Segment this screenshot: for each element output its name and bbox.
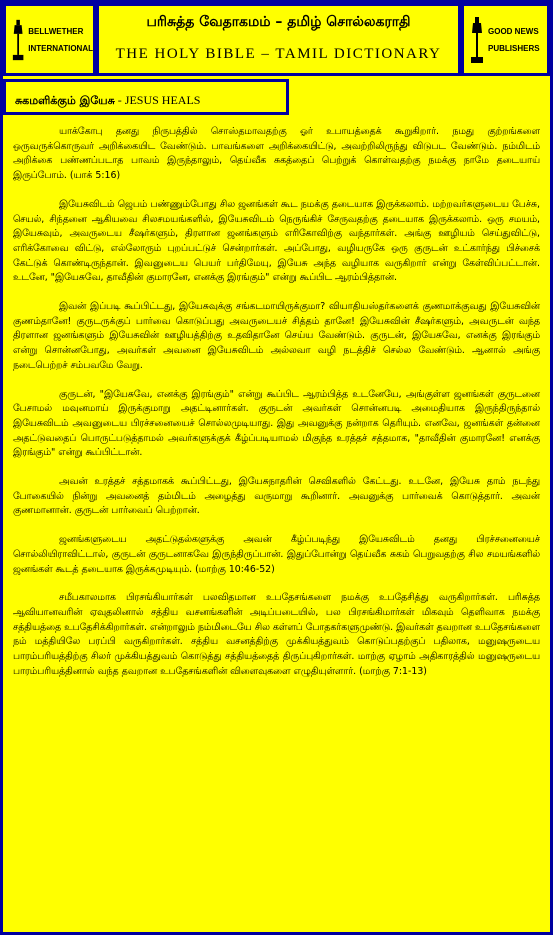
page-title-tamil: பரிசுத்த வேதாகமம் – தமிழ் சொல்லகராதி [146, 14, 411, 30]
publisher-logo-left [3, 3, 96, 76]
title-box [96, 3, 461, 76]
section-title-separator: - [114, 93, 125, 107]
header [3, 3, 550, 76]
good-news-logo-icon [470, 17, 484, 63]
publisher-right-line2: PUBLISHERS [488, 43, 540, 53]
paragraph: ஜனங்களுடைய அதட்டுதல்களுக்கு அவன் கீழ்ப்படிந்து இயேசுவிடம் தனது பிரச்சனையைச் சொல்லியிராவிட்டால், குருடன் குருடனாகவே இருந்திருப்பான். இதுப்போன்று தெய்வீக சுகம் பெறுவதற்கு சில சமயங்களில் ஜனங்கள் கூடத் தடையாக இருக்கமுடியும். (மாற்கு 10:46-52) [13, 534, 540, 575]
paragraph: குருடன், "இயேசுவே, எனக்கு இரங்கும்" என்று கூப்பிட ஆரம்பித்த உடனேயே, அங்குள்ள ஜனங்கள் குருடனை பேசாமல் மவுனமாய் இருக்குமாறு அதட்டினார்கள். குருடன் அவர்கள் சொன்னபடி அமைதியாக இருந்திருந்தால் இயேசுவிடம் அவனுடைய பிரச்சனையைச் சொல்லமுடியாது. இது அவனுக்கு நன்றாக தெரியும். எனவே, ஜனங்கள் தன்னை அதட்டுவதைப் பொருட்படுத்தாமல் அவர்களுக்குக் கீழ்ப்படியாமல் மிகுந்த உரத்தச் சத்தமாக, "தாவீதின் குமாரனே! எனக்கு இரங்கும்" என்று கூப்பிட்டான். [13, 388, 540, 459]
section-title-english: JESUS HEALS [124, 93, 201, 107]
page-title-english: THE HOLY BIBLE – TAMIL DICTIONARY [115, 46, 442, 62]
publisher-left-line1: BELLWETHER [28, 26, 84, 36]
paragraph: இவன் இப்படி கூப்பிட்டது, இயேசுவுக்கு சங்கடமாயிருக்குமா? வியாதியஸ்தர்களைக் குணமாக்குவது இயேசுவின் குணம்தானே! குருடருக்குப் பார்வை கொடுப்பது அவருடையச் சித்தம் தானே! இயேசுவின் சீஷர்களும், அவருடன் வந்த திரளான ஜனங்களும் இயேசுவின் ஊழியத்திற்கு உதவிதானே செய்ய வேண்டும். குருடன், இயேசுவே, எனக்கு இரங்கும் என்று சொன்னபோது, அவர்கள் அவனை இயேசுவிடம் அல்லவா வழி நடத்திச் செல்ல வேண்டும். ஆனால் அங்கு நடைபெற்றச் சம்பவமே வேறு. [13, 301, 540, 371]
section-title-tamil: சுகமளிக்கும் இயேசு [15, 94, 115, 107]
section-heading [3, 79, 289, 115]
bellwether-logo-icon [12, 17, 24, 63]
page-inner [3, 3, 550, 932]
paragraph: இயேசுவிடம் ஜெபம் பண்ணும்போது சில ஜனங்கள் கூட நமக்கு தடையாக இருக்கலாம். மற்றவர்களுடைய பேச்சு, செயல், சிந்தனை ஆகியவை சிலசமயங்களில், இயேசுவிடம் நெருங்கிச் சேருவதற்கு தடையாக இருக்கலாம். ஒரு சமயம், இயேசுவும், அவருடைய சீஷர்களும், திரளான ஜனங்களும் எரிகோவிற்கு வந்தார்கள். அங்கு ஊழியம் செய்துவிட்டு, எரிக்கோவை விட்டு, எல்லோரும் புறப்பட்டுச் சென்றார்கள். அப்போது, வழியருகே ஒரு குருடன் உட்கார்ந்து பிச்சைக் கேட்டுக் கொண்டிருந்தான். இவனுடைய பெயர் பர்திமேயு, இயேசு அந்த வழியாக வருகிறார் என்று கேள்விப்பட்டான். உடனே, "இயேசுவே, தாவீதின் குமாரனே, எனக்கு இரங்கும்" என்று கூப்பிட ஆரம்பித்தான். [13, 198, 540, 284]
paragraph: சமீபகாலமாக பிரசங்கியார்கள் பலவிதமான உபதேசங்களை நமக்கு உபதேசித்து வருகிறார்கள். பரிசுத்த ஆவியானவரின் ஏவுதலினால் சத்திய வசனங்களின் அடிப்படையில், பல பிரசங்கிமார்கள் மிகவும் தெளிவாக நமக்கு சத்தியத்தை உபதேசிக்கிறார்கள். என்றாலும் நம்மிடையே சில கள்ளப் போதகர்களுமுண்டு. இவர்கள் தவறான உபதேசங்களை நம் மத்தியிலே பரப்பி வருகிறார்கள். சத்திய வசனத்திற்கு முக்கியத்துவம் கொடுப்பதற்குப் பதிலாக, மனுஷருடைய பாரம்பரியத்திற்கு சிலர் முக்கியத்துவம் கொடுத்து சத்தியத்தைத் திருப்புகிறார்கள். மாற்கு ஏழாம் அதிகாரத்தில் மனுஷருடைய பாரம்பரியத்தினால் வந்த தவறான உபதேசங்களின் விளைவுகளை எழுதியுள்ளார். (மாற்கு 7:1-13) [13, 592, 540, 677]
publisher-right-line1: GOOD NEWS [488, 26, 539, 36]
publisher-left-line2: INTERNATIONAL [28, 43, 93, 53]
article-body [13, 125, 540, 694]
paragraph: அவன் உரத்தச் சத்தமாகக் கூப்பிட்டது, இயேசுநாதரின் செவிகளில் கேட்டது. உடனே, இயேசு தாம் நடந்து போகையில் நின்று அவனைத் தம்மிடம் அழைத்து வருமாறு கூறினார். அவனுக்கு பார்வைக் கொடுத்தார். அவன் குணமானான். குருடன் பார்வைப் பெற்றான். [13, 476, 540, 517]
publisher-logo-right [461, 3, 550, 76]
paragraph: யாக்கோபு தனது நிருபத்தில் சொஸ்தமாவதற்கு ஓர் உபாயத்தைக் கூறுகிறார். நமது குற்றங்களை ஒருவருக்கொருவர் அறிக்கையிட வேண்டும். பாவங்களை அறிக்கையிட்டு, அவற்றிலிருந்து விடுபட வேண்டும். நம்மிடம் அறிக்கை பண்ணப்படாத பாவம் இருந்தாலும், தெய்வீக சுகத்தைப் பெற்றுக் கொள்வதற்கு நமக்கு நாமே தடையாய் இருப்போம். (யாக் 5:16) [13, 126, 540, 182]
